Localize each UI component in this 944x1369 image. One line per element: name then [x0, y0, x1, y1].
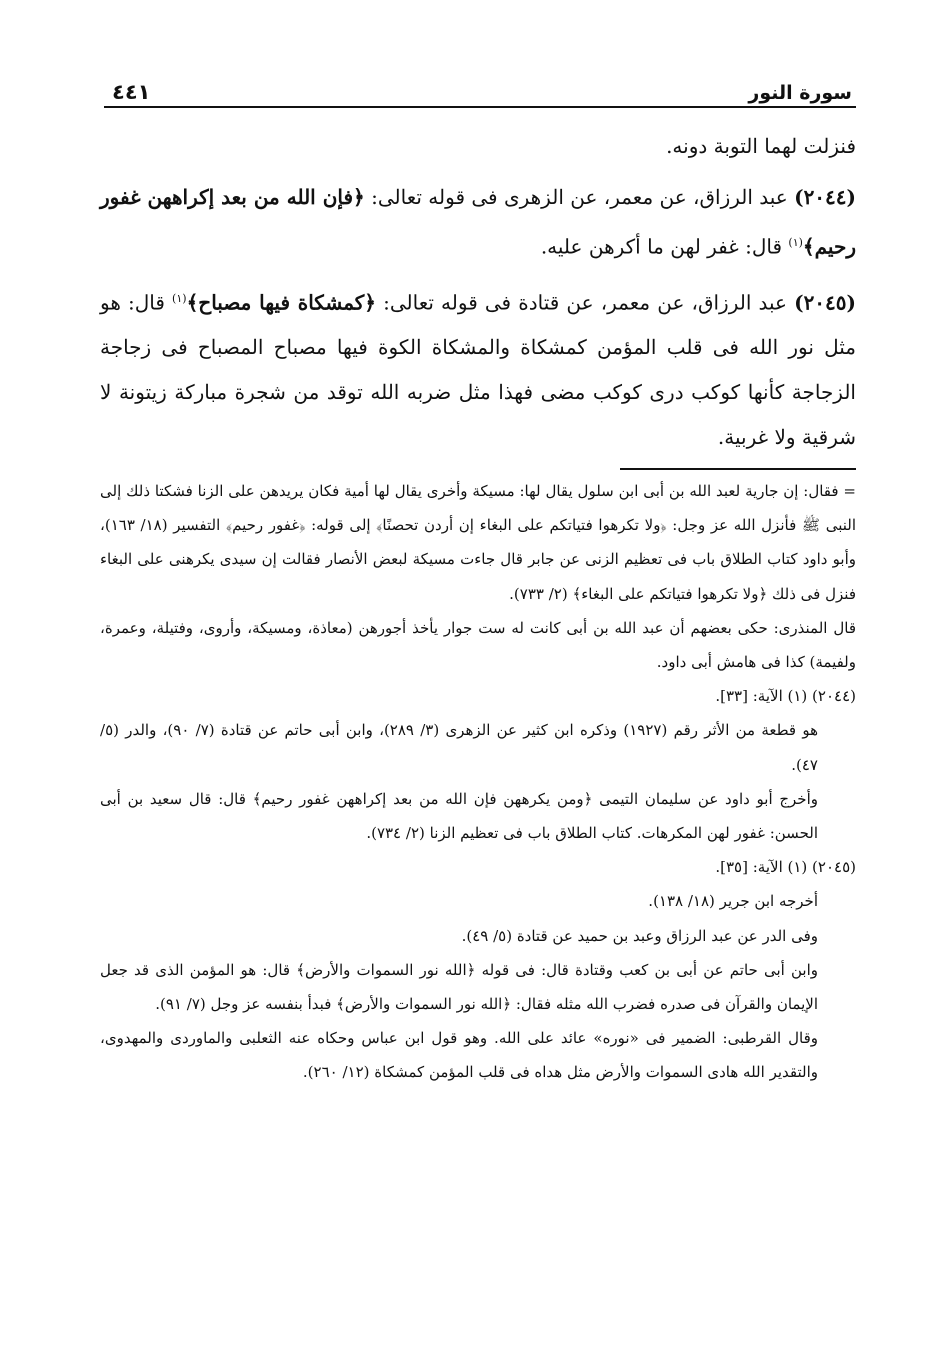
footnotes [100, 474, 856, 1090]
footnote-paragraph: وفى الدر عن عبد الرزاق وعبد بن حميد عن قتادة (٥/ ٤٩). [461, 926, 818, 945]
footnote-heading: (٢٠٤٤) (١) الآية: [٣٣]. [715, 687, 856, 706]
footnote-paragraph: وابن أبى حاتم عن أبى بن كعب وقتادة قال: فى قوله ﴿الله نور السموات والأرض﴾ قال: هو المؤمن الذى قد جعل الإيمان والقرآن فى صدره فضرب الله مثله فقال: ﴿الله نور السموات والأرض﴾ فبدأ بنفسه عز وجل (٧/ ٩١). [100, 960, 818, 1014]
footnote-paragraph: أخرجه ابن جرير (١٨/ ١٣٨). [648, 892, 818, 911]
footnote-separator [620, 468, 856, 470]
hadith-number: (٢٠٤٤) [794, 185, 856, 209]
footnote-marker: (١) [788, 236, 803, 249]
hadith-text: عبد الرزاق، عن معمر، عن الزهرى فى قوله تعالى: [364, 185, 795, 209]
hadith-2044 [100, 175, 856, 270]
hadith-text: قال: غفر لهن ما أكرهن عليه. [540, 234, 789, 259]
hadith-2045 [100, 276, 856, 461]
quran-quote: ﴿فإن الله من بعد إكراههن غفور رحيم﴾ [100, 185, 856, 259]
header-rule [104, 106, 856, 108]
quran-quote: ﴿كمشكاة فيها مصباح﴾ [186, 290, 376, 315]
footnote-paragraph: = فقال: إن جارية لعبد الله بن أبى ابن سلول يقال لها: مسيكة وأخرى يقال لها أمية فكان يريدهن على الزنا فشكتا ذلك إلى النبى ﷺ فأنزل الله عز وجل: ﴿ولا تكرهوا فتياتكم على البغاء إن أردن تحصنًا﴾ إلى قوله: ﴿غفور رحيم﴾ التفسير (١٨/ ١٦٣)، وأبو داود كتاب الطلاق باب فى تعظيم الزنى عن جابر قال جاءت مسيكة لبعض الأنصار فقالت إن سيدى يكرهنى على البغاء فنزل فى ذلك ﴿ولا تكرهوا فتياتكم على البغاء﴾ (٢/ ٧٣٣). [100, 482, 856, 603]
hadith-text: عبد الرزاق، عن معمر، عن قتادة فى قوله تعالى: [376, 290, 795, 315]
footnote-heading: (٢٠٤٥) (١) الآية: [٣٥]. [715, 858, 856, 877]
footnote-paragraph: قال المنذرى: حكى بعضهم أن عبد الله بن أبى كانت له ست جوار يأخذ أجورهن (معاذة، ومسيكة، وأروى، وفتيلة، وعمرة، ولفيمة) كذا فى هامش أبى داود. [100, 618, 856, 672]
hadith-text: قال: هو مثل نور الله فى قلب المؤمن كمشكاة والمشكاة الكوة فيها مصباح المصباح فى زجاجة الزجاجة كأنها كوكب درى كوكب مضى فهذا مثل ضربه الله توقد من شجرة مباركة زيتونة لا شرقية ولا غربية. [100, 290, 856, 450]
paragraph-text: فنزلت لهما التوبة دونه. [666, 134, 856, 158]
hadith-number: (٢٠٤٥) [794, 290, 856, 315]
surah-title: سورة النور [748, 82, 852, 104]
page-number: ٤٤١ [112, 80, 151, 104]
main-text [100, 124, 856, 460]
main-paragraph [100, 124, 856, 169]
footnote-paragraph: هو قطعة من الأثر رقم (١٩٢٧) وذكره ابن كثير عن الزهرى (٣/ ٢٨٩)، وابن أبى حاتم عن قتادة (٧/ ٩٠)، والدر (٥/ ٤٧). [100, 721, 818, 774]
footnote-marker: (١) [172, 291, 187, 305]
footnote-paragraph: وقال القرطبى: الضمير فى «نوره» عائد على الله. وهو قول ابن عباس وحكاه عنه الثعلبى والماوردى والمهدوى، والتقدير الله هادى السموات والأرض مثل هداه فى قلب المؤمن كمشكاة (١٢/ ٢٦٠). [100, 1029, 818, 1082]
running-header [112, 70, 852, 104]
footnote-paragraph: وأخرج أبو داود عن سليمان التيمى ﴿ومن يكرههن فإن الله من بعد إكراههن غفور رحيم﴾ قال: قال سعيد بن أبى الحسن: غفور لهن المكرهات. كتاب الطلاق باب فى تعظيم الزنا (٢/ ٧٣٤). [100, 789, 818, 843]
